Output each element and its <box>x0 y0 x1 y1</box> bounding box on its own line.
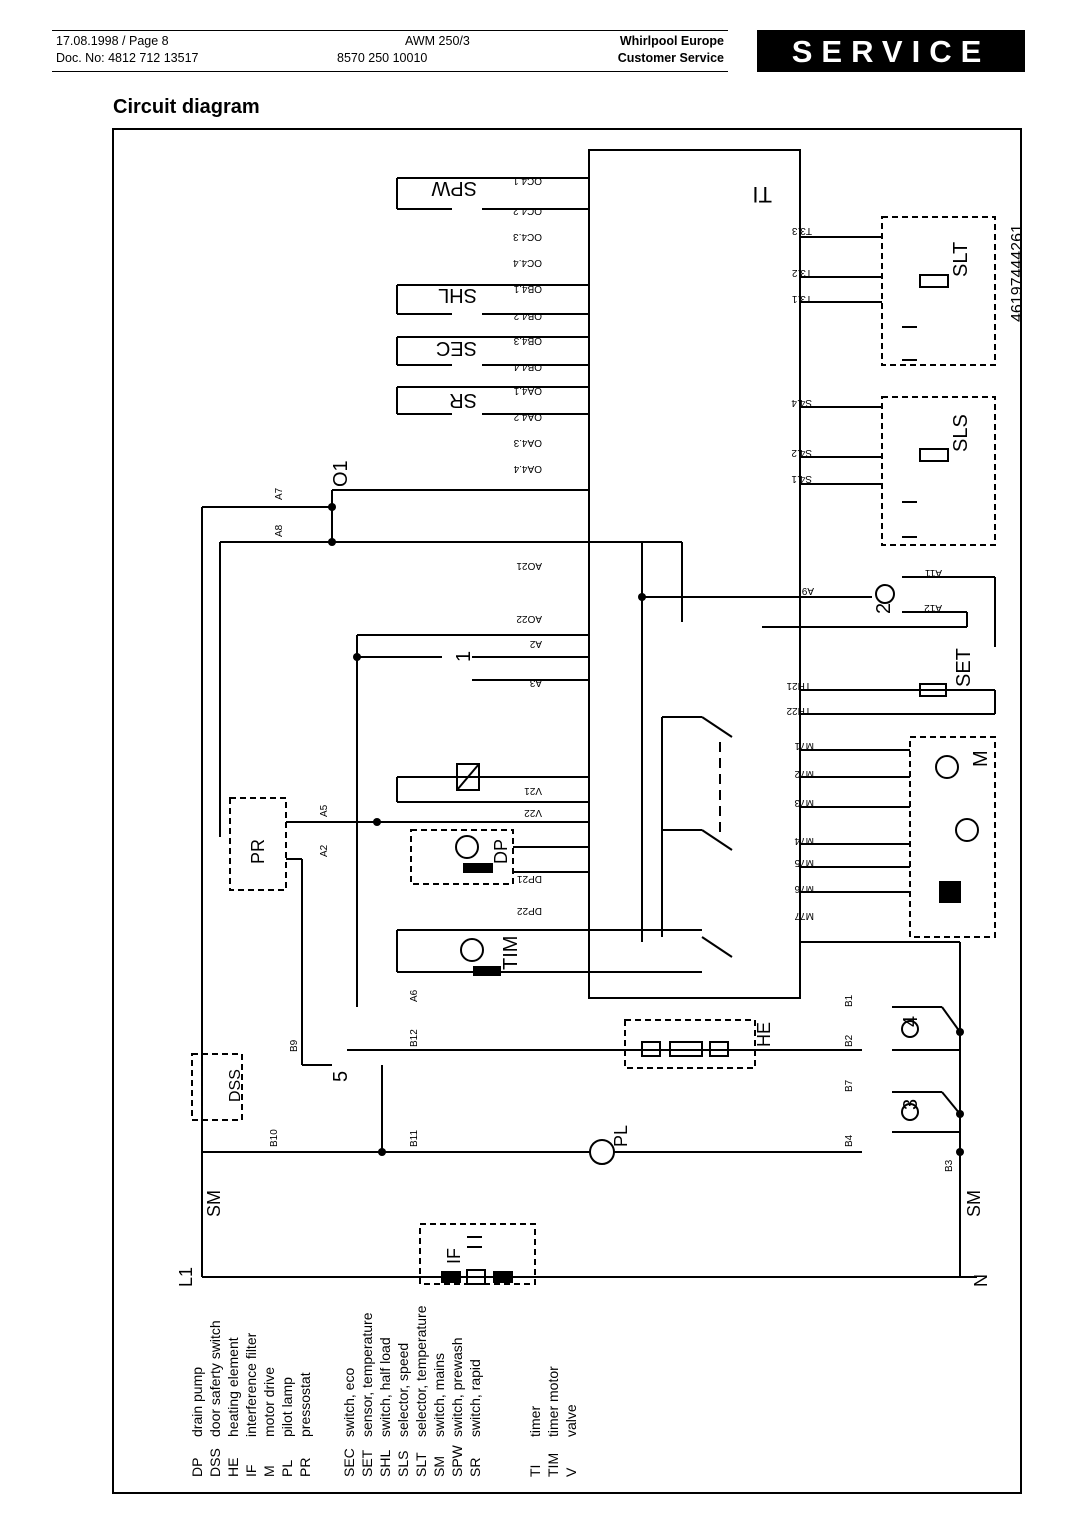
model-name: AWM 250/3 <box>405 34 470 48</box>
circuit-diagram <box>114 130 1026 1492</box>
label-m72: M72 <box>794 768 814 779</box>
label-ao21: AO21 <box>516 560 542 571</box>
label-a2-pr: A2 <box>319 844 330 857</box>
timer-unit-box <box>589 150 800 998</box>
label-oa43: OA4.3 <box>513 437 542 448</box>
label-th22: TH22 <box>786 705 811 716</box>
label-switch-1: 1 <box>453 650 475 662</box>
label-tim: TIM <box>500 935 522 970</box>
legend-description: switch, rapid <box>467 1359 483 1437</box>
label-he: HE <box>754 1021 774 1047</box>
label-t32: T3.2 <box>791 267 812 278</box>
label-a8: A8 <box>274 524 285 537</box>
label-v22: V22 <box>524 807 542 818</box>
label-ob44: OB4.4 <box>513 361 542 372</box>
label-a12: A12 <box>924 602 942 613</box>
label-s42: S4.2 <box>791 447 812 458</box>
cam-blade-1 <box>702 717 732 737</box>
label-b12: B12 <box>409 1029 420 1047</box>
legend-description: sensor, temperature <box>359 1312 375 1437</box>
label-a6: A6 <box>409 989 420 1002</box>
label-switch-3: 3 <box>900 1098 922 1110</box>
label-m74: M74 <box>794 835 814 846</box>
label-o1: O1 <box>330 460 352 487</box>
label-b10: B10 <box>269 1129 280 1147</box>
legend-code: HE <box>225 1457 241 1477</box>
label-th21: TH21 <box>786 680 811 691</box>
label-sls: SLS <box>950 414 972 452</box>
label-b1: B1 <box>844 994 855 1007</box>
service-banner: SERVICE <box>757 30 1025 72</box>
label-a3: A3 <box>529 677 542 688</box>
motor-tacho <box>936 756 958 778</box>
label-n: N <box>971 1274 991 1287</box>
label-sr: SR <box>449 389 477 411</box>
label-sm-right: SM <box>964 1190 984 1217</box>
label-part-number: 46197444261 <box>1009 224 1026 322</box>
label-oc42: OC4.2 <box>513 205 542 216</box>
legend-code: SLT <box>413 1452 429 1477</box>
label-a9: A9 <box>801 585 814 596</box>
model-code: 8570 250 10010 <box>337 51 428 65</box>
label-sm-left: SM <box>204 1190 224 1217</box>
legend-description: drain pump <box>189 1366 205 1437</box>
department-name: Customer Service <box>617 51 724 65</box>
company-name: Whirlpool Europe <box>619 34 724 48</box>
switch2-knob <box>876 585 894 603</box>
label-switch-2: 2 <box>873 602 895 614</box>
label-m71: M71 <box>794 740 814 751</box>
label-dp: DP <box>491 838 511 864</box>
legend-description: switch, prewash <box>449 1337 465 1437</box>
legend-code: SEC <box>341 1448 357 1477</box>
slt-potentiometer <box>920 275 948 287</box>
legend-code: PL <box>279 1459 295 1477</box>
label-a5: A5 <box>319 804 330 817</box>
legend-description: heating element <box>225 1337 241 1437</box>
label-m75: M75 <box>794 857 814 868</box>
label-m73: M73 <box>794 797 814 808</box>
label-t31: T3.1 <box>791 293 812 304</box>
label-dp22: DP22 <box>516 905 542 916</box>
heating-element-box <box>625 1020 755 1068</box>
timer-motor <box>461 939 483 961</box>
legend-code: V <box>563 1467 579 1477</box>
legend-description: switch, eco <box>341 1367 357 1437</box>
legend-code: IF <box>243 1464 259 1477</box>
label-oc44: OC4.4 <box>513 257 542 268</box>
label-a7: A7 <box>274 487 285 500</box>
label-switch-5: 5 <box>330 1070 352 1082</box>
label-ob41: OB4.1 <box>513 283 542 294</box>
legend-description: switch, half load <box>377 1337 393 1437</box>
legend-code: TI <box>527 1464 543 1477</box>
slt-box <box>882 217 995 365</box>
label-b11: B11 <box>409 1129 420 1147</box>
timer-motor-coil <box>474 967 500 975</box>
legend-description: valve <box>563 1404 579 1437</box>
if-coil-n <box>494 1272 512 1282</box>
legend-description: door saferty switch <box>207 1320 223 1437</box>
sls-box <box>882 397 995 545</box>
legend-description: timer motor <box>545 1366 561 1437</box>
label-spw: SPW <box>431 177 477 199</box>
cam-blade-3 <box>702 937 732 957</box>
switch3-blade <box>942 1092 960 1114</box>
legend-code: SR <box>467 1457 483 1477</box>
label-b7: B7 <box>844 1079 855 1092</box>
label-pr: PR <box>248 838 268 864</box>
legend-code: M <box>261 1465 277 1477</box>
label-b2: B2 <box>844 1034 855 1047</box>
label-a2: A2 <box>529 638 542 649</box>
label-a11: A11 <box>924 567 942 578</box>
label-oa42: OA4.2 <box>513 411 542 422</box>
date-page: 17.08.1998 / Page 8 <box>56 34 169 48</box>
legend-code: PR <box>297 1457 313 1477</box>
legend-code: SM <box>431 1456 447 1477</box>
legend-code: DP <box>189 1457 205 1477</box>
drain-pump-motor <box>456 836 478 858</box>
interference-filter-box <box>420 1224 535 1284</box>
label-oc43: OC4.3 <box>513 231 542 242</box>
label-b3: B3 <box>944 1159 955 1172</box>
label-ob43: OB4.3 <box>513 335 542 346</box>
legend-description: selector, temperature <box>413 1305 429 1437</box>
legend-code: SET <box>359 1449 375 1477</box>
switch4-blade <box>942 1007 960 1032</box>
label-pl: PL <box>611 1124 631 1147</box>
label-oa44: OA4.4 <box>513 463 542 474</box>
legend <box>189 1305 579 1477</box>
legend-description: switch, mains <box>431 1352 447 1437</box>
document-header <box>52 30 728 72</box>
label-switch-4: 4 <box>900 1015 922 1027</box>
label-v21: V21 <box>524 785 542 796</box>
label-b9: B9 <box>289 1039 300 1052</box>
legend-code: DSS <box>207 1448 223 1477</box>
legend-code: TIM <box>545 1452 561 1477</box>
label-oc41: OC4.1 <box>513 175 542 186</box>
label-ob42: OB4.2 <box>513 310 542 321</box>
label-slt: SLT <box>950 241 972 277</box>
label-shl: SHL <box>438 284 477 306</box>
legend-description: pilot lamp <box>279 1377 295 1437</box>
label-dss: DSS <box>227 1069 244 1102</box>
legend-code: SLS <box>395 1450 411 1477</box>
document-number: Doc. No: 4812 712 13517 <box>56 51 199 65</box>
label-b4: B4 <box>844 1134 855 1147</box>
label-m76: M76 <box>794 883 814 894</box>
label-s41: S4.1 <box>791 473 812 484</box>
legend-description: timer <box>527 1405 543 1437</box>
label-oa41: OA4.1 <box>513 385 542 396</box>
if-coil-l <box>442 1272 460 1282</box>
legend-code: SPW <box>449 1445 465 1477</box>
label-set: SET <box>953 648 975 687</box>
diagram-frame <box>112 128 1026 1494</box>
drain-pump-coil <box>464 864 492 872</box>
legend-description: pressostat <box>297 1372 313 1437</box>
sls-potentiometer <box>920 449 948 461</box>
legend-code: SHL <box>377 1449 393 1477</box>
legend-description: selector, speed <box>395 1342 411 1437</box>
motor-field-coil <box>940 882 960 902</box>
label-s44: S4.4 <box>791 397 812 408</box>
label-ti: TI <box>752 182 772 207</box>
cam-blade-2 <box>702 830 732 850</box>
legend-description: interference filter <box>243 1332 259 1437</box>
label-t33: T3.3 <box>791 225 812 236</box>
label-m: M <box>970 750 992 767</box>
label-ao22: AO22 <box>516 613 542 624</box>
page-title: Circuit diagram <box>113 96 260 118</box>
label-l1: L1 <box>176 1266 196 1287</box>
motor-drive <box>956 819 978 841</box>
label-sec: SEC <box>435 337 477 359</box>
label-if: IF <box>444 1248 464 1264</box>
label-dp21: DP21 <box>516 873 542 884</box>
label-m77: M77 <box>794 910 814 921</box>
legend-description: motor drive <box>261 1366 277 1437</box>
